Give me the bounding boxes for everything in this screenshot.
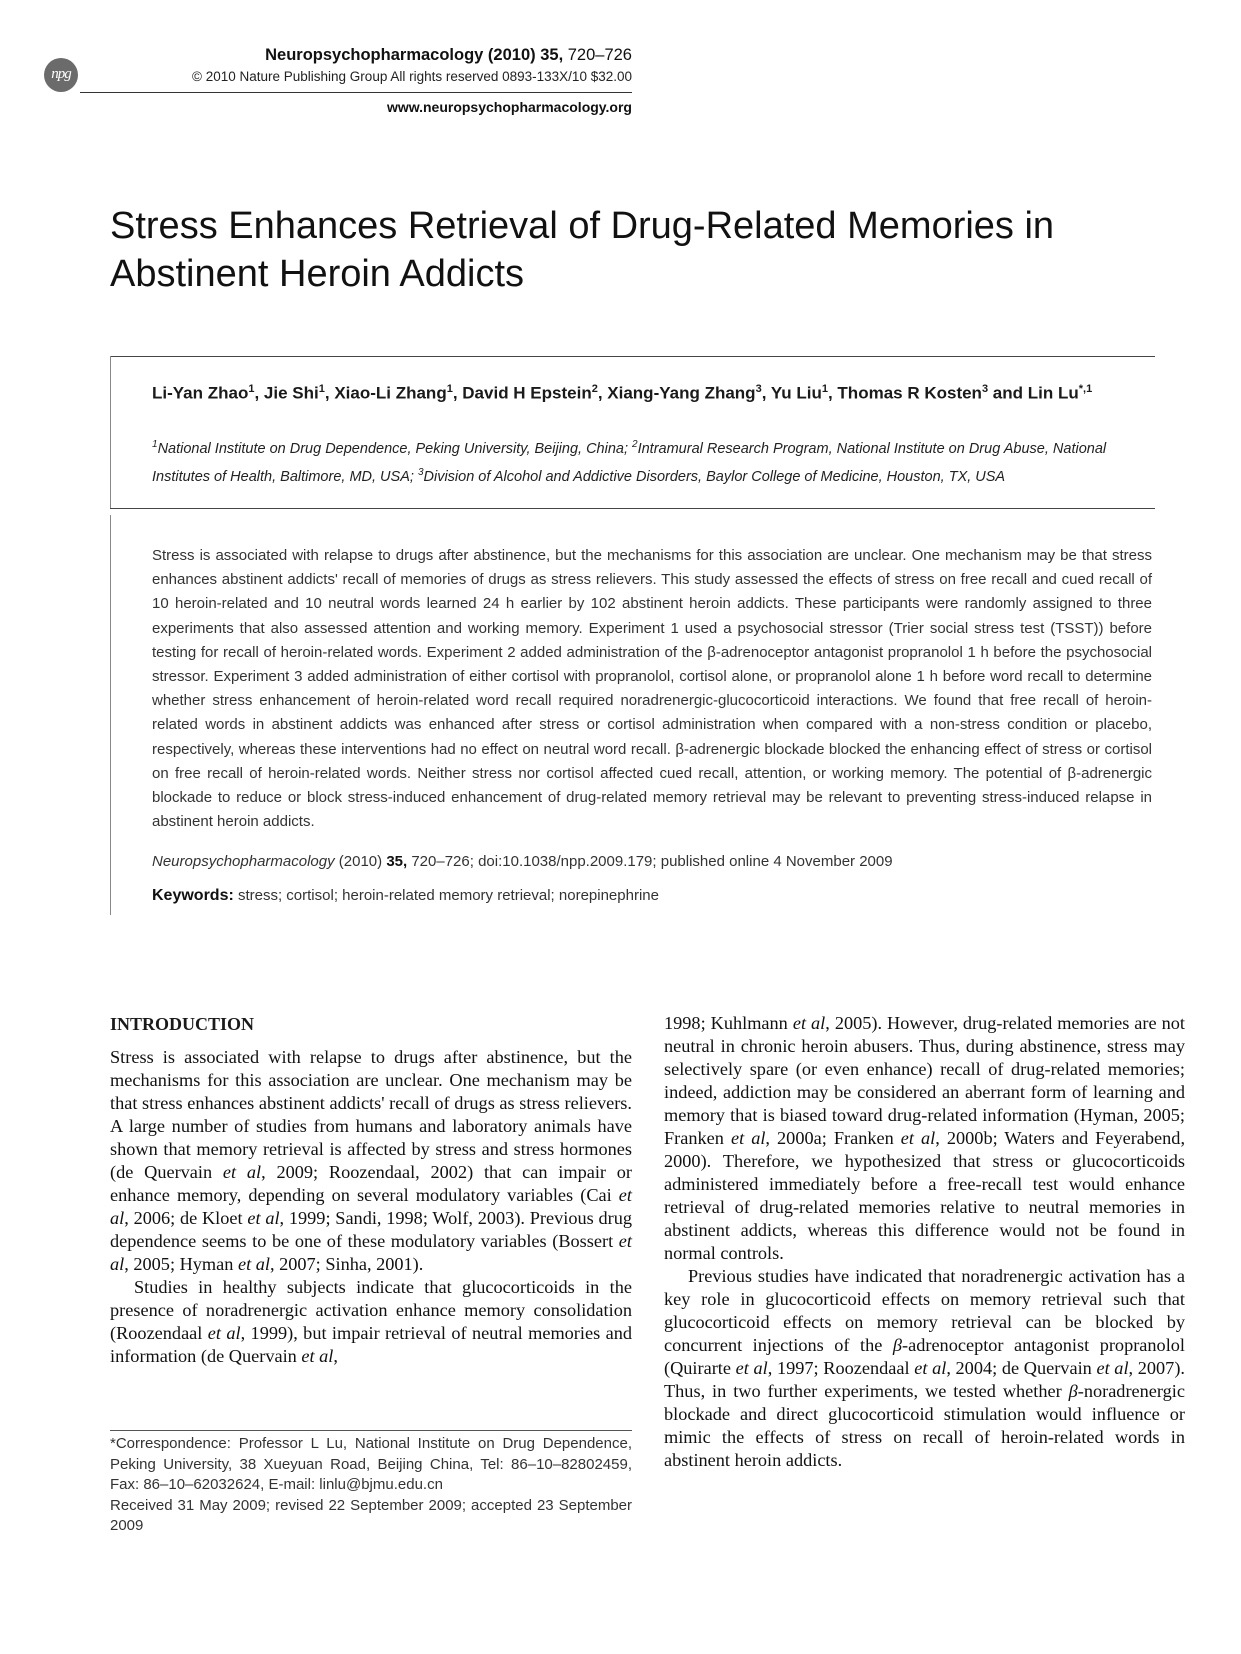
author-name: Xiang-Yang Zhang [607,383,756,403]
author-list [152,377,1152,406]
italic-run: et al [900,1128,936,1148]
journal-pages: 720–726 [567,46,632,64]
journal-volume: 35, [540,46,564,64]
journal-website-link[interactable]: www.neuropsychopharmacology.org [386,99,632,115]
text-run: , 1997; Roozendaal [767,1358,915,1378]
author-separator: , [597,383,608,403]
copyright-line: © 2010 Nature Publishing Group All rights reserved 0893-133X/10 $32.00 [192,69,632,84]
author-affiliation-marker: 1 [821,383,828,395]
text-run: , 2006; de Kloet [124,1208,248,1228]
section-heading-introduction: INTRODUCTION [110,1014,255,1034]
text-run: , 2007; Sinha, 2001). [269,1254,424,1274]
author-name: Xiao-Li Zhang [334,383,447,403]
italic-run: et al [247,1208,280,1228]
article-title [110,202,1140,298]
intro-paragraph-2-continued [664,1012,1185,1265]
citation-journal: Neuropsychopharmacology [152,853,335,870]
italic-run: β [1068,1381,1078,1401]
text-run: -adrenoceptor antagonist propranolol (Quirarte [664,1335,1185,1378]
abstract-side-rule [110,515,111,915]
italic-run: et al [735,1358,768,1378]
italic-run: et al [1096,1358,1129,1378]
npg-logo: npg [44,58,78,92]
intro-paragraph-3 [664,1265,1185,1472]
text-run: , [333,1346,338,1366]
text-run: , 1999), but impair retrieval of neutral memories and information (de Quervain [110,1323,632,1366]
left-column [110,1046,632,1368]
text-run: -noradrenergic blockade and direct glucocorticoid stimulation would influence or mimic the effects of stress on recall of heroin-related words in abstinent heroin addicts. [664,1381,1185,1470]
author-separator: , [452,383,463,403]
journal-citation-header [120,46,632,65]
author-affiliation-marker: 2 [591,383,598,395]
right-column [664,1012,1185,1472]
text-run: , 2007). Thus, in two further experiments, we tested whether [664,1358,1185,1401]
keywords-list: stress; cortisol; heroin-related memory retrieval; norepinephrine [233,887,659,904]
author-name: Jie Shi [263,383,319,403]
keywords-label: Keywords: [152,887,234,904]
text-run: , 2004; de Quervain [946,1358,1097,1378]
title-line-1: Stress Enhances Retrieval of Drug-Related Memories in [110,205,1055,247]
affiliation-text: Intramural Research Program, National Institute on Drug Abuse, National Institutes of Health, Baltimore, MD, USA; [152,440,1107,485]
author-name: Li-Yan Zhao [152,383,249,403]
author-affiliation-marker: 1 [318,383,325,395]
author-name: Thomas R Kosten [837,383,982,403]
abstract: Stress is associated with relapse to drugs after abstinence, but the mechanisms for this association are unclear. One mechanism may be that stress enhances abstinent addicts' recall of memories of drugs as stress relievers. This study assessed the effects of stress on free recall and cued recall of 10 heroin-related and 10 neutral words learned 24 h earlier by 102 abstinent heroin addicts. These participants were randomly assigned to three experiments that also assessed attention and working memory. Experiment 1 used a psychosocial stressor (Trier social stress test (TSST)) before testing for recall of heroin-related words. Experiment 2 added administration of the β-adrenoceptor antagonist propranolol 1 h before the psychosocial stressor. Experiment 3 added administration of either cortisol with propranolol, cortisol alone, or propranolol alone 1 h before word recall to determine whether stress enhancement of heroin-related word recall required noradrenergic-glucocorticoid interactions. We found that free recall of heroin-related words in abstinent addicts was enhanced after stress or cortisol administration when compared with a non-stress condition or placebo, respectively, whereas these interventions had no effect on neutral word recall. β-adrenergic blockade blocked the enhancing effect of stress or cortisol on free recall of heroin-related words. Neither stress nor cortisol affected cued recall, attention, or working memory. The potential of β-adrenergic blockade to reduce or block stress-induced enhancement of drug-related memory retrieval may be relevant to preventing stress-induced relapse in abstinent heroin addicts. [152,547,1152,831]
affiliation-marker: 2 [632,439,638,450]
article-citation [152,853,1152,870]
authors-bottom-rule [110,508,1155,509]
citation-year: (2010) [334,853,387,870]
text-run: , 2000a; Franken [765,1128,901,1148]
keywords [152,887,1152,905]
title-line-2: Abstinent Heroin Addicts [110,253,525,295]
italic-run: et al [222,1162,262,1182]
header-divider [80,92,632,93]
italic-run: et al [207,1323,241,1343]
author-separator: , [324,383,335,403]
author-affiliation-marker: 1 [248,383,255,395]
text-run: Studies in healthy subjects indicate that glucocorticoids in the presence of noradrenergic activation enhance memory consolidation (Roozendaal [110,1277,632,1343]
affiliations [152,433,1152,489]
affiliation-marker: 3 [417,466,424,478]
author-separator: , [254,383,264,403]
authors-side-rule [110,356,111,508]
italic-run: et al [110,1231,632,1274]
author-affiliation-marker: 1 [446,383,453,395]
italic-run: β [892,1335,903,1355]
footnote [110,1434,632,1537]
citation-volume: 35, [386,853,408,870]
text-run: , 2009; Roozendaal, 2002) that can impair or enhance memory, depending on several modulatory variables (Cai [110,1162,633,1205]
italic-run: et al [301,1346,334,1366]
text-run: Previous studies have indicated that noradrenergic activation has a key role in glucocorticoid effects on memory retrieval such that glucocorticoid effects on memory retrieval can be blocked by concurrent injections of the [664,1266,1185,1355]
text-run: , 2000b; Waters and Feyerabend, 2000). Therefore, we hypothesized that stress or glucocorticoids administered immediately before a free-recall test would enhance retrieval of drug-related memories relative to neutral memories in abstinent addicts, whereas this difference would not be found in normal controls. [664,1128,1186,1263]
received-dates: Received 31 May 2009; revised 22 September 2009; accepted 23 September 2009 [110,1496,632,1534]
author-affiliation-marker: 3 [755,383,762,395]
author-name: Lin Lu [1027,383,1079,403]
journal-name: Neuropsychopharmacology (2010) [265,46,536,64]
authors-top-rule [110,356,1155,357]
intro-paragraph-2 [110,1276,632,1368]
italic-run: et al [237,1254,270,1274]
text-run: , 2005). However, drug-related memories are not neutral in chronic heroin abusers. Thus, during abstinence, stress may selectively spare (or even enhance) recall of drug-related memories; indeed, addiction may be considered an aberrant form of learning and memory that is biased toward drug-related information (Hyman, 2005; Franken [664,1013,1185,1148]
affiliation-marker: 1 [152,439,158,450]
author-separator: and [988,383,1028,403]
author-name: David H Epstein [462,383,592,403]
affiliation-text: Division of Alcohol and Addictive Disorders, Baylor College of Medicine, Houston, TX, USA [423,468,1006,485]
text-run: , 2005; Hyman [124,1254,238,1274]
affiliation-text: National Institute on Drug Dependence, Peking University, Beijing, China; [157,440,633,457]
italic-run: et al [110,1185,632,1228]
italic-run: et al [730,1128,766,1148]
intro-paragraph-1 [110,1046,632,1276]
text-run: 1998; Kuhlmann [664,1013,793,1033]
italic-run: et al [792,1013,826,1033]
correspondence-note: *Correspondence: Professor L Lu, National Institute on Drug Dependence, Peking University, 38 Xueyuan Road, Beijing China, Tel: 86–10–82802459, Fax: 86–10–62032624, E-mail: linlu@bjmu.edu.cn [110,1435,632,1493]
author-affiliation-marker: 3 [981,383,989,395]
author-separator: , [761,383,771,403]
author-name: Yu Liu [770,383,822,403]
citation-details: 720–726; doi:10.1038/npp.2009.179; published online 4 November 2009 [407,853,893,870]
footnote-rule [110,1430,632,1431]
text-run: , 1999; Sandi, 1998; Wolf, 2003). Previous drug dependence seems to be one of these modulatory variables (Bossert [110,1208,632,1251]
italic-run: et al [914,1358,947,1378]
author-affiliation-marker: *,1 [1078,383,1093,395]
text-run: Stress is associated with relapse to drugs after abstinence, but the mechanisms for this association are unclear. One mechanism may be that stress enhances abstinent addicts' recall of drugs as stress relievers. A large number of studies from humans and laboratory animals have shown that memory retrieval is affected by stress and stress hormones (de Quervain [110,1047,632,1182]
author-separator: , [827,383,838,403]
